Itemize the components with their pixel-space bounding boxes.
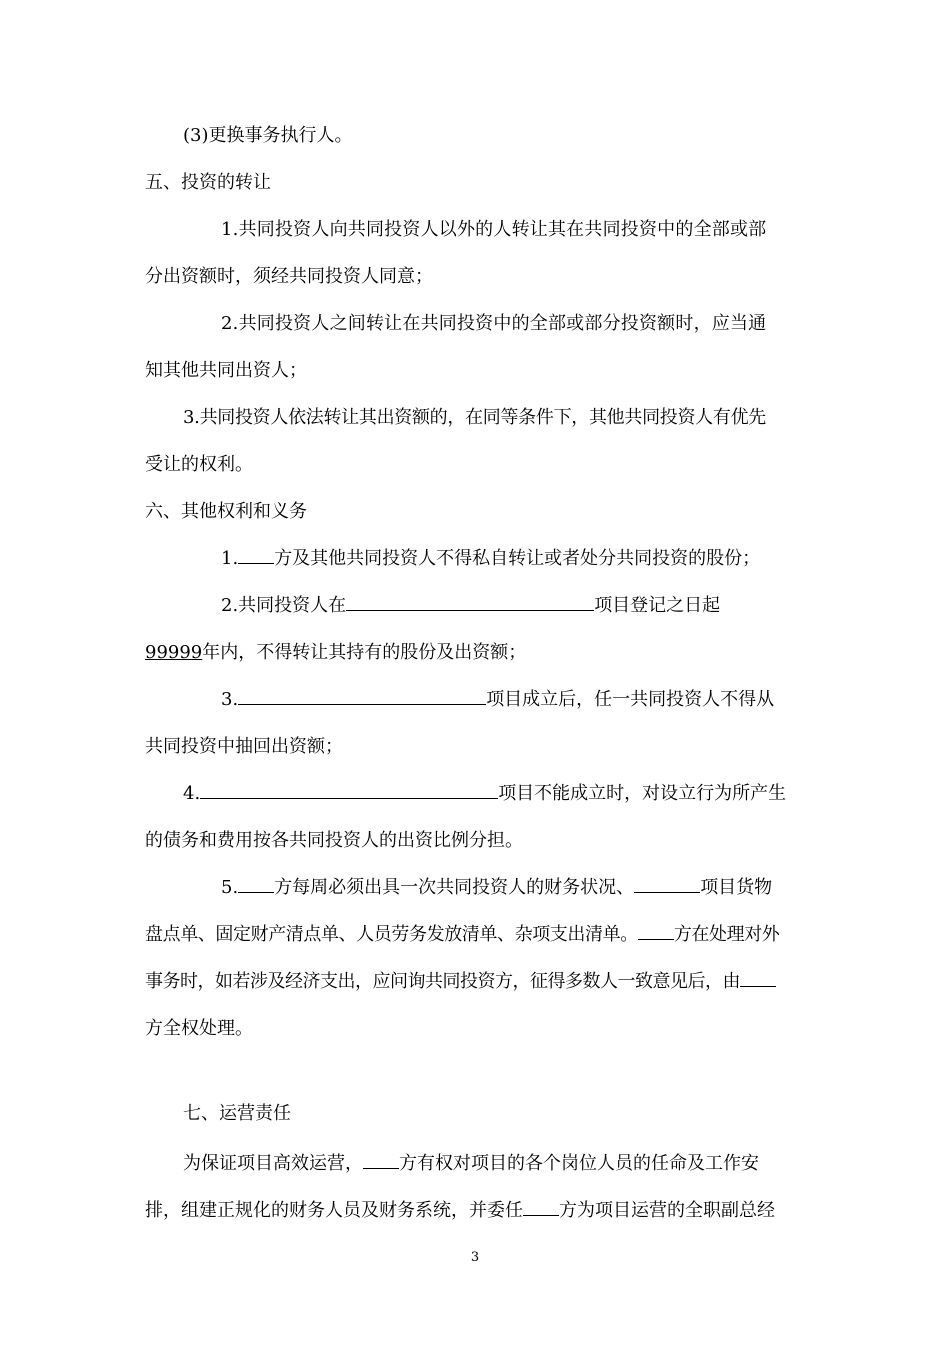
s6-clause-4-text-b: 项目不能成立时，对设立行为所产生: [498, 783, 787, 804]
s5-clause-1-text-2: 分出资额时，须经共同投资人同意；: [145, 266, 433, 287]
s6-clause-2-years: 99999: [145, 642, 203, 663]
section-7-title: 七、运营责任: [183, 1103, 291, 1124]
s6-clause-3-line-2: [145, 735, 343, 759]
s6-clause-5-text-e: 方在处理对外: [673, 924, 780, 945]
s6-clause-5-line-2: [145, 923, 779, 947]
blank-field: [740, 970, 776, 987]
blank-field: [638, 923, 674, 940]
s7-para-text-b: 方有权对项目的各个岗位人员的任命及工作安: [399, 1153, 759, 1174]
s6-clause-5-line-3: [145, 970, 776, 994]
s5-clause-3-line-1: [183, 406, 766, 430]
s6-clause-5-num: 5.: [221, 877, 239, 898]
s5-clause-2-text-1: 2.共同投资人之间转让在共同投资中的全部或部分投资额时，应当通: [221, 313, 767, 334]
s6-clause-2-text-b: 项目登记之日起: [594, 595, 721, 616]
s6-clause-2-line-1: [221, 594, 720, 618]
s6-clause-5-text-b: 方每周必须出具一次共同投资人的财务状况、: [274, 877, 635, 898]
s5-clause-3-line-2: [145, 453, 253, 477]
blank-field: [363, 1152, 399, 1169]
blank-field: [200, 782, 498, 799]
s6-clause-1-text: 方及其他共同投资人不得私自转让或者处分共同投资的股份；: [274, 548, 761, 569]
s7-para-line-1: [183, 1152, 759, 1176]
item-3-line: [183, 124, 353, 148]
section-6-heading: [145, 500, 307, 524]
blank-field: [238, 547, 274, 564]
section-5-title: 五、投资的转让: [145, 172, 271, 193]
s6-clause-3-line-1: [221, 688, 774, 712]
blank-field: [238, 688, 486, 705]
s6-clause-2-text-c: 年内，不得转让其持有的股份及出资额；: [202, 642, 527, 663]
s7-para-text-c: 排，组建正规化的财务人员及财务系统，并委任: [145, 1200, 523, 1221]
section-7-heading: [183, 1102, 291, 1126]
blank-field: [346, 594, 594, 611]
s6-clause-5-line-4: [145, 1017, 253, 1041]
s5-clause-2-line-2: [145, 359, 307, 383]
s6-clause-5-text-c: 项目货物: [700, 877, 773, 898]
s5-clause-1-line-2: [145, 265, 433, 289]
section-5-heading: [145, 171, 271, 195]
blank-field: [238, 876, 274, 893]
s6-clause-4-text-c: 的债务和费用按各共同投资人的出资比例分担。: [145, 830, 523, 851]
section-6-title: 六、其他权利和义务: [145, 501, 307, 522]
s6-clause-3-text-b: 项目成立后，任一共同投资人不得从: [486, 689, 775, 710]
s5-clause-2-line-1: [221, 312, 766, 336]
s6-clause-5-line-1: [221, 876, 772, 900]
s6-clause-4-line-1: [183, 782, 786, 806]
s6-clause-5-text-g: 方全权处理。: [145, 1018, 253, 1039]
s7-para-text-a: 为保证项目高效运营，: [183, 1153, 363, 1174]
s5-clause-1-line-1: [221, 218, 766, 242]
blank-field: [523, 1199, 559, 1216]
s6-clause-1: [221, 547, 760, 571]
s6-clause-3-text-c: 共同投资中抽回出资额；: [145, 736, 343, 757]
s7-para-text-d: 方为项目运营的全职副总经: [559, 1200, 775, 1221]
s6-clause-5-text-f: 事务时，如若涉及经济支出，应问询共同投资方，征得多数人一致意见后，由: [145, 971, 740, 992]
blank-field: [634, 876, 700, 893]
item-3-text: (3)更换事务执行人。: [183, 125, 353, 146]
s5-clause-3-text-1: 3.共同投资人依法转让其出资额的，在同等条件下，其他共同投资人有优先: [183, 407, 766, 428]
s6-clause-3-num: 3.: [221, 689, 239, 710]
s6-clause-2-text-a: 2.共同投资人在: [221, 595, 347, 616]
s5-clause-3-text-2: 受让的权利。: [145, 454, 253, 475]
s7-para-line-2: [145, 1199, 775, 1223]
page-number: 3: [470, 1250, 480, 1265]
s6-clause-4-num: 4.: [183, 783, 201, 804]
s5-clause-1-text-1: 1.共同投资人向共同投资人以外的人转让其在共同投资中的全部或部: [221, 219, 767, 240]
s6-clause-4-line-2: [145, 829, 523, 853]
s6-clause-1-num: 1.: [221, 548, 239, 569]
s6-clause-2-line-2: [145, 641, 526, 665]
s6-clause-5-text-d: 盘点单、固定财产清点单、人员劳务发放清单、杂项支出清单。: [145, 924, 638, 945]
s5-clause-2-text-2: 知其他共同出资人；: [145, 360, 307, 381]
